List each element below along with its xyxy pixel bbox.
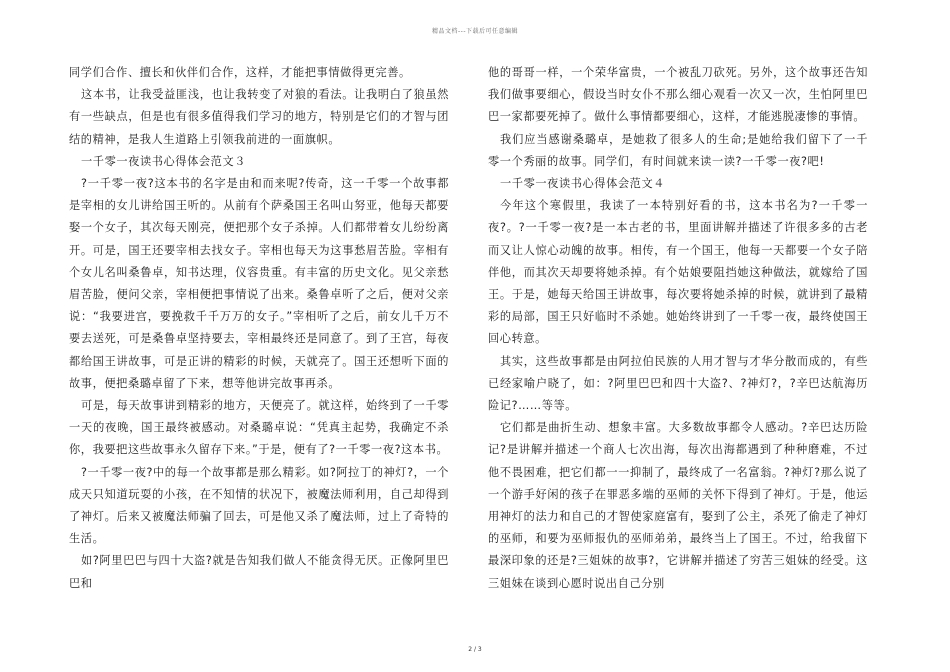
document-header: 精品文档---下载后可任意编辑 (432, 28, 518, 35)
paragraph: 同学们合作、擅长和伙伴们合作，这样，才能把事情做得更完善。 (69, 66, 411, 79)
paragraph: 可是，每天故事讲到精彩的地方，天便亮了。就这样，始终到了一千零一天的夜晚，国王最终被感动。对桑璐卓说：“凭真主起势，我确定不杀你，我要把这些故事永久留存下来。”于是，便有了?一千零一夜?这本书。 (69, 399, 449, 457)
paragraph: ?一千零一夜?中的每一个故事都是那么精彩。如?阿拉丁的神灯?，一个成天只知道玩耍的小孩，在不知情的状况下，被魔法师利用，自己却得到了神灯。后来又被魔法师骗了回去，可是他又杀了魔法师，过上了奇特的生活。 (69, 465, 449, 546)
paragraph: 他的哥哥一样，一个荣华富贵，一个被乱刀砍死。另外，这个故事还告知我们做事要细心，假设当时女仆不那么细心观看一次又一次，生怕阿里巴巴一家都要死掉了。做什么事情都要细心，这样，才能逃脱凄惨的事情。 (488, 66, 868, 124)
right-column (488, 62, 868, 595)
paragraph: 它们都是曲折生动、想象丰富。大多数故事都令人感动。?辛巴达历险记?是讲解并描述一个商人七次出海，每次出海都遇到了种种磨难，不过他不畏困难，把它们都一一抑制了，最终成了一名富翁。?神灯?那么说了一个游手好闲的孩子在罪恶多端的巫师的关怀下得到了神灯。于是，他运用神灯的法力和自己的才智使家庭富有，娶到了公主，杀死了偷走了神灯的巫师，和要为巫师报仇的巫师弟弟，最终当上了国王。不过，给我留下最深印象的还是?三姐妹的故事?，它讲解并描述了穷苦三姐妹的经受。这三姐妹在谈到心愿时说出自己分别 (488, 421, 868, 590)
paragraph: 我们应当感谢桑璐卓，是她救了很多人的生命;是她给我们留下了一千零一个秀丽的故事。同学们，有时间就来读一读?一千零一夜?吧! (488, 132, 868, 168)
paragraph: 这本书，让我受益匪浅，也让我转变了对狼的看法。让我明白了狼虽然有一些缺点，但是也有很多值得我们学习的地方，特别是它们的才智与团结的精神，是我人生道路上引领我前进的一面旗帜。 (69, 88, 449, 146)
paragraph: 今年这个寒假里，我读了一本特别好看的书，这本书名为?一千零一夜?。?一千零一夜?是一本古老的书，里面讲解并描述了许很多多的古老而又让人惊心动魄的故事。相传，有一个国王，他每一天都要一个女子陪伴他，而其次天却要将她杀掉。有个姑娘要阻挡她这种做法，就嫁给了国王。于是，她每天给国王讲故事，每次要将她杀掉的时候，就讲到了最精彩的局部，国王只好临时不杀她。她始终讲到了一千零一夜，最终使国王回心转意。 (488, 199, 868, 346)
paragraph: ?一千零一夜?这本书的名字是由和而来呢?传奇，这一千零一个故事都是宰相的女儿讲给国王听的。从前有个萨桑国王名叫山努亚，他每天都要娶一个女子，其次每天刚亮，便把那个女子杀掉。人们都带着女儿纷纷离开。可是，国王还要宰相去找女子。宰相也每天为这事愁眉苦脸。宰相有个女儿名叫桑鲁卓，知书达理，仪容贵重。有丰富的历史文化。见父亲愁眉苦脸，便问父亲，宰相便把事情说了出来。桑鲁卓听了之后，便对父亲说：“我要进宫，要挽救千千万万的女子。”宰相听了之后，前女儿千万不要去送死，可是桑鲁卓坚持要去，宰相最终还是同意了。到了王宫，每夜都给国王讲故事，可是正讲的精彩的时候，天就亮了。国王还想听下面的故事，便把桑璐卓留了下来，想等他讲完故事再杀。 (69, 177, 449, 390)
left-column (69, 62, 449, 595)
section-title: 一千零一夜读书心得体会范文４ (500, 177, 666, 191)
paragraph: 其实，这些故事都是由阿拉伯民族的人用才智与才华分散而成的，有些已经家喻户晓了，如：?阿里巴巴和四十大盗?、?神灯?，?辛巴达航海历险记?……等等。 (488, 354, 868, 413)
paragraph: 如?阿里巴巴与四十大盗?就是告知我们做人不能贪得无厌。正像阿里巴巴和 (69, 554, 449, 590)
section-title: 一千零一夜读书心得体会范文３ (81, 154, 247, 168)
page-number: 2 / 3 (468, 646, 482, 653)
